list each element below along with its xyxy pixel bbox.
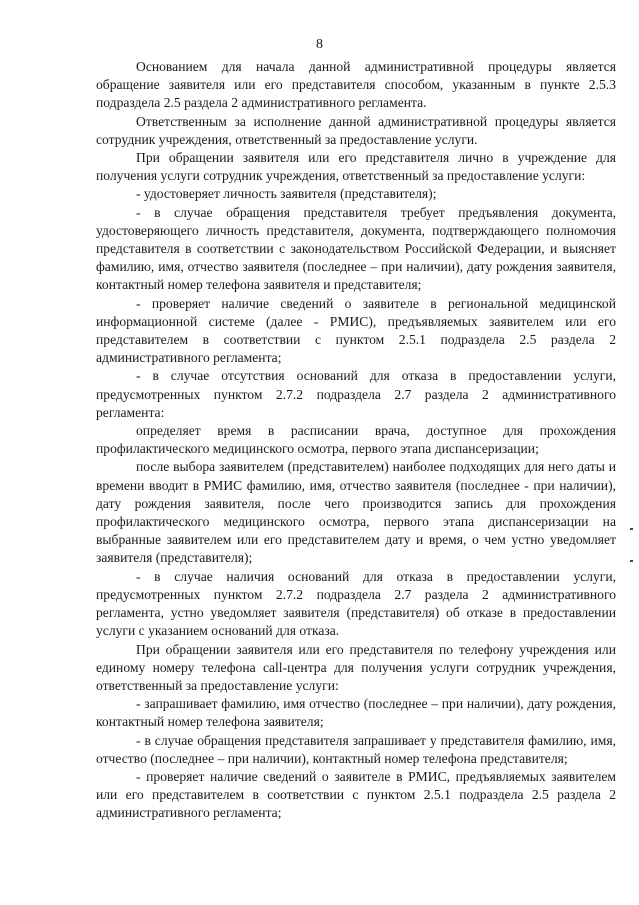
paragraph: - в случае обращения представителя требует предъявления документа, удостоверяющего личность представителя, документа, подтверждающего полномочия представителя в соответствии с законодательством Российской Федерации, и выясняет фамилию, имя, отчество заявителя (последнее – при наличии), дату рождения заявителя, контактный номер телефона заявителя и представителя; [96,204,616,293]
paragraph: - в случае отсутствия оснований для отказа в предоставлении услуги, предусмотренных пунктом 2.7.2 подраздела 2.7 раздела 2 административного регламента: [96,368,616,420]
paragraph: При обращении заявителя или его представителя лично в учреждение для получения услуги сотрудник учреждения, ответственный за предоставление услуги: [96,150,616,184]
paragraph: Ответственным за исполнение данной административной процедуры является сотрудник учреждения, ответственный за предоставление услуги. [96,113,616,147]
paragraph: - запрашивает фамилию, имя отчество (последнее – при наличии), дату рождения, контактный номер телефона заявителя; [96,696,616,730]
paragraph: - в случае наличия оснований для отказа в предоставлении услуги, предусмотренных пунктом 2.7.2 подраздела 2.7 раздела 2 административного регламента, устно уведомляет заявителя (представителя) об отказе в предоставлении услуги с указанием оснований для отказа. [96,568,616,639]
paragraph: Основанием для начала данной административной процедуры является обращение заявителя или его представителя способом, указанным в пункте 2.5.3 подраздела 2.5 раздела 2 административного регламента. [96,59,616,111]
paragraph: - удостоверяет личность заявителя (представителя); [136,186,437,202]
paragraph: после выбора заявителем (представителем) наиболее подходящих для него даты и времени вводит в РМИС фамилию, имя, отчество заявителя (последнее - при наличии), дату рождения заявителя, после чего производится запись для прохождения профилактического медицинского осмотра, первого этапа диспансеризации на выбранные заявителем или его представителем дату и время, о чем устно уведомляет заявителя (представителя); [96,459,616,566]
scan-edge-mark [630,560,633,562]
paragraph: При обращении заявителя или его представителя по телефону учреждения или единому номеру телефона call-центра для получения услуги сотрудник учреждения, ответственный за предоставление услуги: [96,641,616,693]
paragraph: определяет время в расписании врача, доступное для прохождения профилактического медицинского осмотра, первого этапа диспансеризации; [96,423,616,457]
paragraph: - проверяет наличие сведений о заявителе в региональной медицинской информационной системе (далее - РМИС), предъявляемых заявителем или его представителем в соответствии с пунктом 2.5.1 подраздела 2.5 раздела 2 административного регламента; [96,295,616,366]
paragraph: - в случае обращения представителя запрашивает у представителя фамилию, имя, отчество (последнее – при наличии), контактный номер телефона представителя; [96,732,616,766]
document-body [96,58,616,823]
paragraph: - проверяет наличие сведений о заявителе в РМИС, предъявляемых заявителем или его представителем в соответствии с пунктом 2.5.1 подраздела 2.5 раздела 2 административного регламента; [96,768,616,821]
page-number: 8 [316,37,323,52]
scan-edge-mark [630,528,633,530]
